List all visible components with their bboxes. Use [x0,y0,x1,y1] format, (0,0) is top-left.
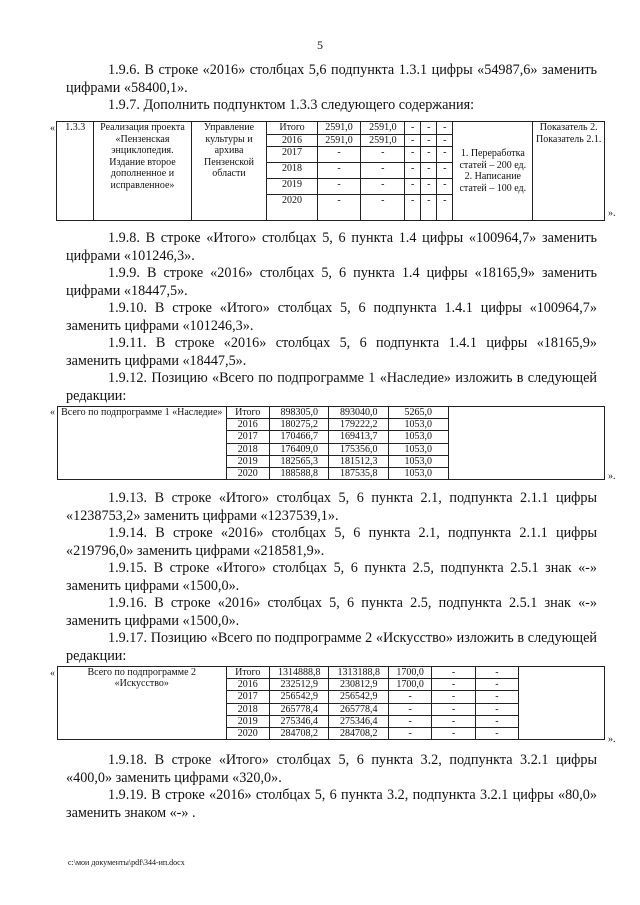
table-cell: - [432,703,475,715]
table-cell-year: 2016 [226,679,269,691]
table-cell: - [405,195,421,221]
table-cell: - [388,703,431,715]
table-cell-executor: Управление культуры и архива Пензенской области [191,122,267,221]
table-cell: 187535,8 [329,468,389,480]
table-cell-year: 2016 [226,419,269,431]
table-cell: 256542,9 [269,691,329,703]
table-cell: - [432,679,475,691]
paragraph-text: 1.9.11. В строке «2016» столбцах 5, 6 подпункта 1.4.1 цифры «18165,9» заменить цифрами «18447,5». [66,335,597,369]
table-cell: 898305,0 [269,407,329,419]
paragraph-text: 1.9.18. В строке «Итого» столбцах 5, 6 пункта 3.2, подпункта 3.2.1 цифры «400,0» заменить цифрами «320,0». [66,752,597,786]
table-cell-indicator: Показатель 2. Показатель 2.1. [533,122,605,221]
table-cell: 275346,4 [329,715,389,727]
paragraph-text: 1.9.6. В строке «2016» столбцах 5,6 подпункта 1.3.1 цифры «54987,6» заменить цифрами «58400,1». [66,62,597,96]
table-cell-year: 2017 [226,691,269,703]
table-cell: - [361,163,405,179]
table-cell: - [361,195,405,221]
table-cell: 1053,0 [388,468,448,480]
table-cell: - [437,179,453,195]
table-cell: - [432,728,475,740]
table-cell: - [437,195,453,221]
table-cell: - [388,691,431,703]
table-cell-name: Реализация проекта «Пензенская энциклопедия. Издание второе дополненное и исправленное» [94,122,191,221]
paragraph-text: 1.9.19. В строке «2016» столбцах 5, 6 пункта 3.2, подпункта 3.2.1 цифры «80,0» заменить знаком «-» . [66,787,597,821]
table-subpoint-1-3-3 [56,121,605,221]
table-cell-result: 1. Переработка статей – 200 ед. 2. Написание статей – 100 ед. [453,122,533,221]
table-cell: 230812,9 [329,679,389,691]
paragraph-1-9-18 [66,752,597,787]
paragraph-1-9-10 [66,300,597,335]
table-cell-year: Итого [226,667,269,679]
table-cell: 179222,2 [329,419,389,431]
page-number: 5 [317,38,323,52]
table-cell: 893040,0 [329,407,389,419]
table-cell: 1314888,8 [269,667,329,679]
paragraph-text: 1.9.13. В строке «Итого» столбцах 5, 6 пункта 2.1, подпункта 2.1.1 цифры «1238753,2» заменить цифрами «1237539,1». [66,490,597,524]
table-cell: - [475,679,518,691]
table-cell: - [421,147,437,163]
table-cell: - [475,715,518,727]
table-cell-code: 1.3.3 [57,122,94,221]
table-cell: - [317,147,361,163]
table-cell: 176409,0 [269,443,329,455]
table-cell: 284708,2 [269,728,329,740]
table-cell-year: 2019 [226,455,269,467]
table-cell: - [421,195,437,221]
paragraph-1-9-11 [66,335,597,370]
table-cell-year: 2019 [226,715,269,727]
quote-close: ». [608,471,616,482]
table-cell-empty [448,407,604,480]
table-cell-year: 2020 [226,468,269,480]
table-cell: 182565,3 [269,455,329,467]
paragraph-1-9-12 [66,370,597,405]
table-cell: - [437,147,453,163]
paragraph-text: 1.9.16. В строке «2016» столбцах 5, 6 пункта 2.5, подпункта 2.5.1 знак «-» заменить цифрами «1500,0». [66,595,597,629]
table-cell: - [317,195,361,221]
table-cell: - [317,179,361,195]
table-cell: 1313188,8 [329,667,389,679]
table-cell-year: 2018 [267,163,317,179]
table-cell-year: 2020 [267,195,317,221]
table-cell: - [432,667,475,679]
table-cell: 1053,0 [388,431,448,443]
table-cell: - [421,134,437,147]
table-cell-year: Итого [267,122,317,135]
table-cell-year: 2017 [226,431,269,443]
paragraph-1-9-15 [66,560,597,595]
table-cell: - [437,122,453,135]
paragraph-text: 1.9.17. Позицию «Всего по подпрограмме 2 «Искусство» изложить в следующей редакции: [66,630,597,664]
paragraph-1-9-14 [66,525,597,560]
paragraph-text: 1.9.12. Позицию «Всего по подпрограмме 1 «Наследие» изложить в следующей редакции: [66,370,597,404]
table-cell-year: 2018 [226,443,269,455]
table-cell-label: Всего по подпрограмме 2 «Искусство» [58,667,227,740]
table-cell: 232512,9 [269,679,329,691]
table-cell-year: Итого [226,407,269,419]
table-cell: - [421,163,437,179]
paragraph-text: 1.9.8. В строке «Итого» столбцах 5, 6 пункта 1.4 цифры «100964,7» заменить цифрами «101246,3». [66,230,597,264]
quote-close: ». [608,734,616,745]
table-cell: 180275,2 [269,419,329,431]
paragraph-1-9-16 [66,595,597,630]
table-cell-label: Всего по подпрограмме 1 «Наследие» [58,407,227,480]
table-subprogram-2-total [57,666,605,740]
table-cell: - [437,134,453,147]
table-cell: 2591,0 [361,122,405,135]
paragraph-1-9-19 [66,787,597,822]
paragraph-1-9-6 [66,62,597,97]
paragraph-1-9-13 [66,490,597,525]
table-cell: - [361,147,405,163]
table-cell: - [421,179,437,195]
table-cell: - [437,163,453,179]
table-cell: - [361,179,405,195]
paragraph-text: 1.9.15. В строке «Итого» столбцах 5, 6 пункта 2.5, подпункта 2.5.1 знак «-» заменить цифрами «1500,0». [66,560,597,594]
quote-open: « [50,407,55,418]
paragraph-1-9-8 [66,230,597,265]
table-cell: 275346,4 [269,715,329,727]
table-cell: - [405,179,421,195]
paragraph-1-9-7 [66,97,597,115]
table-cell: - [405,147,421,163]
table-cell: - [405,163,421,179]
table-cell: - [475,691,518,703]
table-cell: 175356,0 [329,443,389,455]
table-cell: - [475,667,518,679]
table-cell-year: 2016 [267,134,317,147]
paragraph-1-9-17 [66,630,597,665]
table-cell: - [432,691,475,703]
table-cell: 265778,4 [269,703,329,715]
table-cell: 284708,2 [329,728,389,740]
table-cell-year: 2018 [226,703,269,715]
footer-file-path: c:\мои документы\pdf\344-ип.docx [68,858,185,867]
table-subprogram-1-total [57,406,605,480]
table-cell: 256542,9 [329,691,389,703]
table-cell-empty [519,667,605,740]
table-cell-year: 2020 [226,728,269,740]
table-cell: 5265,0 [388,407,448,419]
paragraph-1-9-9 [66,265,597,300]
table-cell: - [405,134,421,147]
table-cell: - [388,728,431,740]
table-cell: 169413,7 [329,431,389,443]
table-cell: - [475,728,518,740]
table-cell: 1053,0 [388,419,448,431]
paragraph-text: 1.9.7. Дополнить подпунктом 1.3.3 следующего содержания: [108,97,475,113]
table-cell: 1053,0 [388,455,448,467]
table-cell: 1053,0 [388,443,448,455]
table-cell: 265778,4 [329,703,389,715]
quote-open: « [50,668,55,679]
table-cell: 2591,0 [317,122,361,135]
table-cell-year: 2017 [267,147,317,163]
table-cell: 188588,8 [269,468,329,480]
table-cell: - [388,715,431,727]
paragraph-text: 1.9.10. В строке «Итого» столбцах 5, 6 подпункта 1.4.1 цифры «100964,7» заменить цифрами «101246,3». [66,300,597,334]
table-cell-year: 2019 [267,179,317,195]
table-cell: - [421,122,437,135]
quote-close: ». [608,208,616,219]
paragraph-text: 1.9.9. В строке «2016» столбцах 5, 6 пункта 1.4 цифры «18165,9» заменить цифрами «18447,5». [66,265,597,299]
table-cell: 1700,0 [388,679,431,691]
quote-open: « [50,123,55,134]
table-cell: 170466,7 [269,431,329,443]
table-cell: - [405,122,421,135]
table-cell: - [475,703,518,715]
paragraph-text: 1.9.14. В строке «2016» столбцах 5, 6 пункта 2.1, подпункта 2.1.1 цифры «219796,0» заменить цифрами «218581,9». [66,525,597,559]
table-cell: 181512,3 [329,455,389,467]
table-cell: 2591,0 [361,134,405,147]
table-cell: - [432,715,475,727]
table-cell: 1700,0 [388,667,431,679]
table-cell: 2591,0 [317,134,361,147]
table-cell: - [317,163,361,179]
